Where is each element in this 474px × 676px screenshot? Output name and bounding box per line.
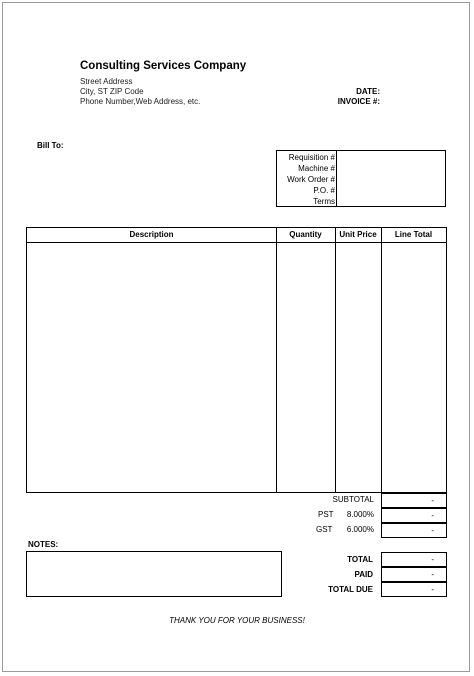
requisition-label: Requisition # bbox=[288, 153, 335, 162]
header-rule bbox=[27, 242, 446, 243]
total-label: TOTAL bbox=[347, 555, 373, 564]
line-total-header: Line Total bbox=[394, 230, 433, 239]
pst-label: PST bbox=[318, 510, 334, 519]
pst-rate: 8.000% bbox=[346, 510, 374, 519]
machine-label: Machine # bbox=[298, 164, 335, 173]
work-order-label: Work Order # bbox=[287, 175, 335, 184]
pst-value: - bbox=[381, 508, 447, 523]
notes-box bbox=[26, 551, 282, 597]
total-value: - bbox=[381, 552, 447, 567]
street-address: Street Address bbox=[80, 77, 133, 86]
references-divider bbox=[336, 151, 337, 206]
po-label: P.O. # bbox=[313, 186, 335, 195]
total-due-value: - bbox=[381, 582, 447, 597]
references-box bbox=[276, 150, 446, 207]
unit-price-header: Unit Price bbox=[339, 230, 377, 239]
subtotal-value: - bbox=[381, 493, 447, 508]
gst-value: - bbox=[381, 523, 447, 538]
gst-rate: 6.000% bbox=[346, 525, 374, 534]
quantity-header: Quantity bbox=[289, 230, 322, 239]
column-divider bbox=[381, 228, 382, 492]
column-divider bbox=[335, 228, 336, 492]
line-items-table bbox=[26, 227, 447, 493]
contact-info: Phone Number,Web Address, etc. bbox=[80, 97, 201, 106]
subtotal-label: SUBTOTAL bbox=[332, 495, 374, 504]
column-divider bbox=[276, 228, 277, 492]
paid-value: - bbox=[381, 567, 447, 582]
description-header: Description bbox=[129, 230, 174, 239]
paid-label: PAID bbox=[354, 570, 373, 579]
date-label: DATE: bbox=[356, 87, 380, 96]
notes-label: NOTES: bbox=[28, 540, 59, 549]
thank-you-message: THANK YOU FOR YOUR BUSINESS! bbox=[169, 616, 305, 625]
company-name: Consulting Services Company bbox=[80, 60, 247, 72]
total-due-label: TOTAL DUE bbox=[328, 585, 373, 594]
city-state-zip: City, ST ZIP Code bbox=[80, 87, 144, 96]
bill-to-label: Bill To: bbox=[37, 141, 64, 150]
terms-label: Terms bbox=[313, 197, 335, 206]
gst-label: GST bbox=[316, 525, 333, 534]
invoice-number-label: INVOICE #: bbox=[337, 97, 380, 106]
